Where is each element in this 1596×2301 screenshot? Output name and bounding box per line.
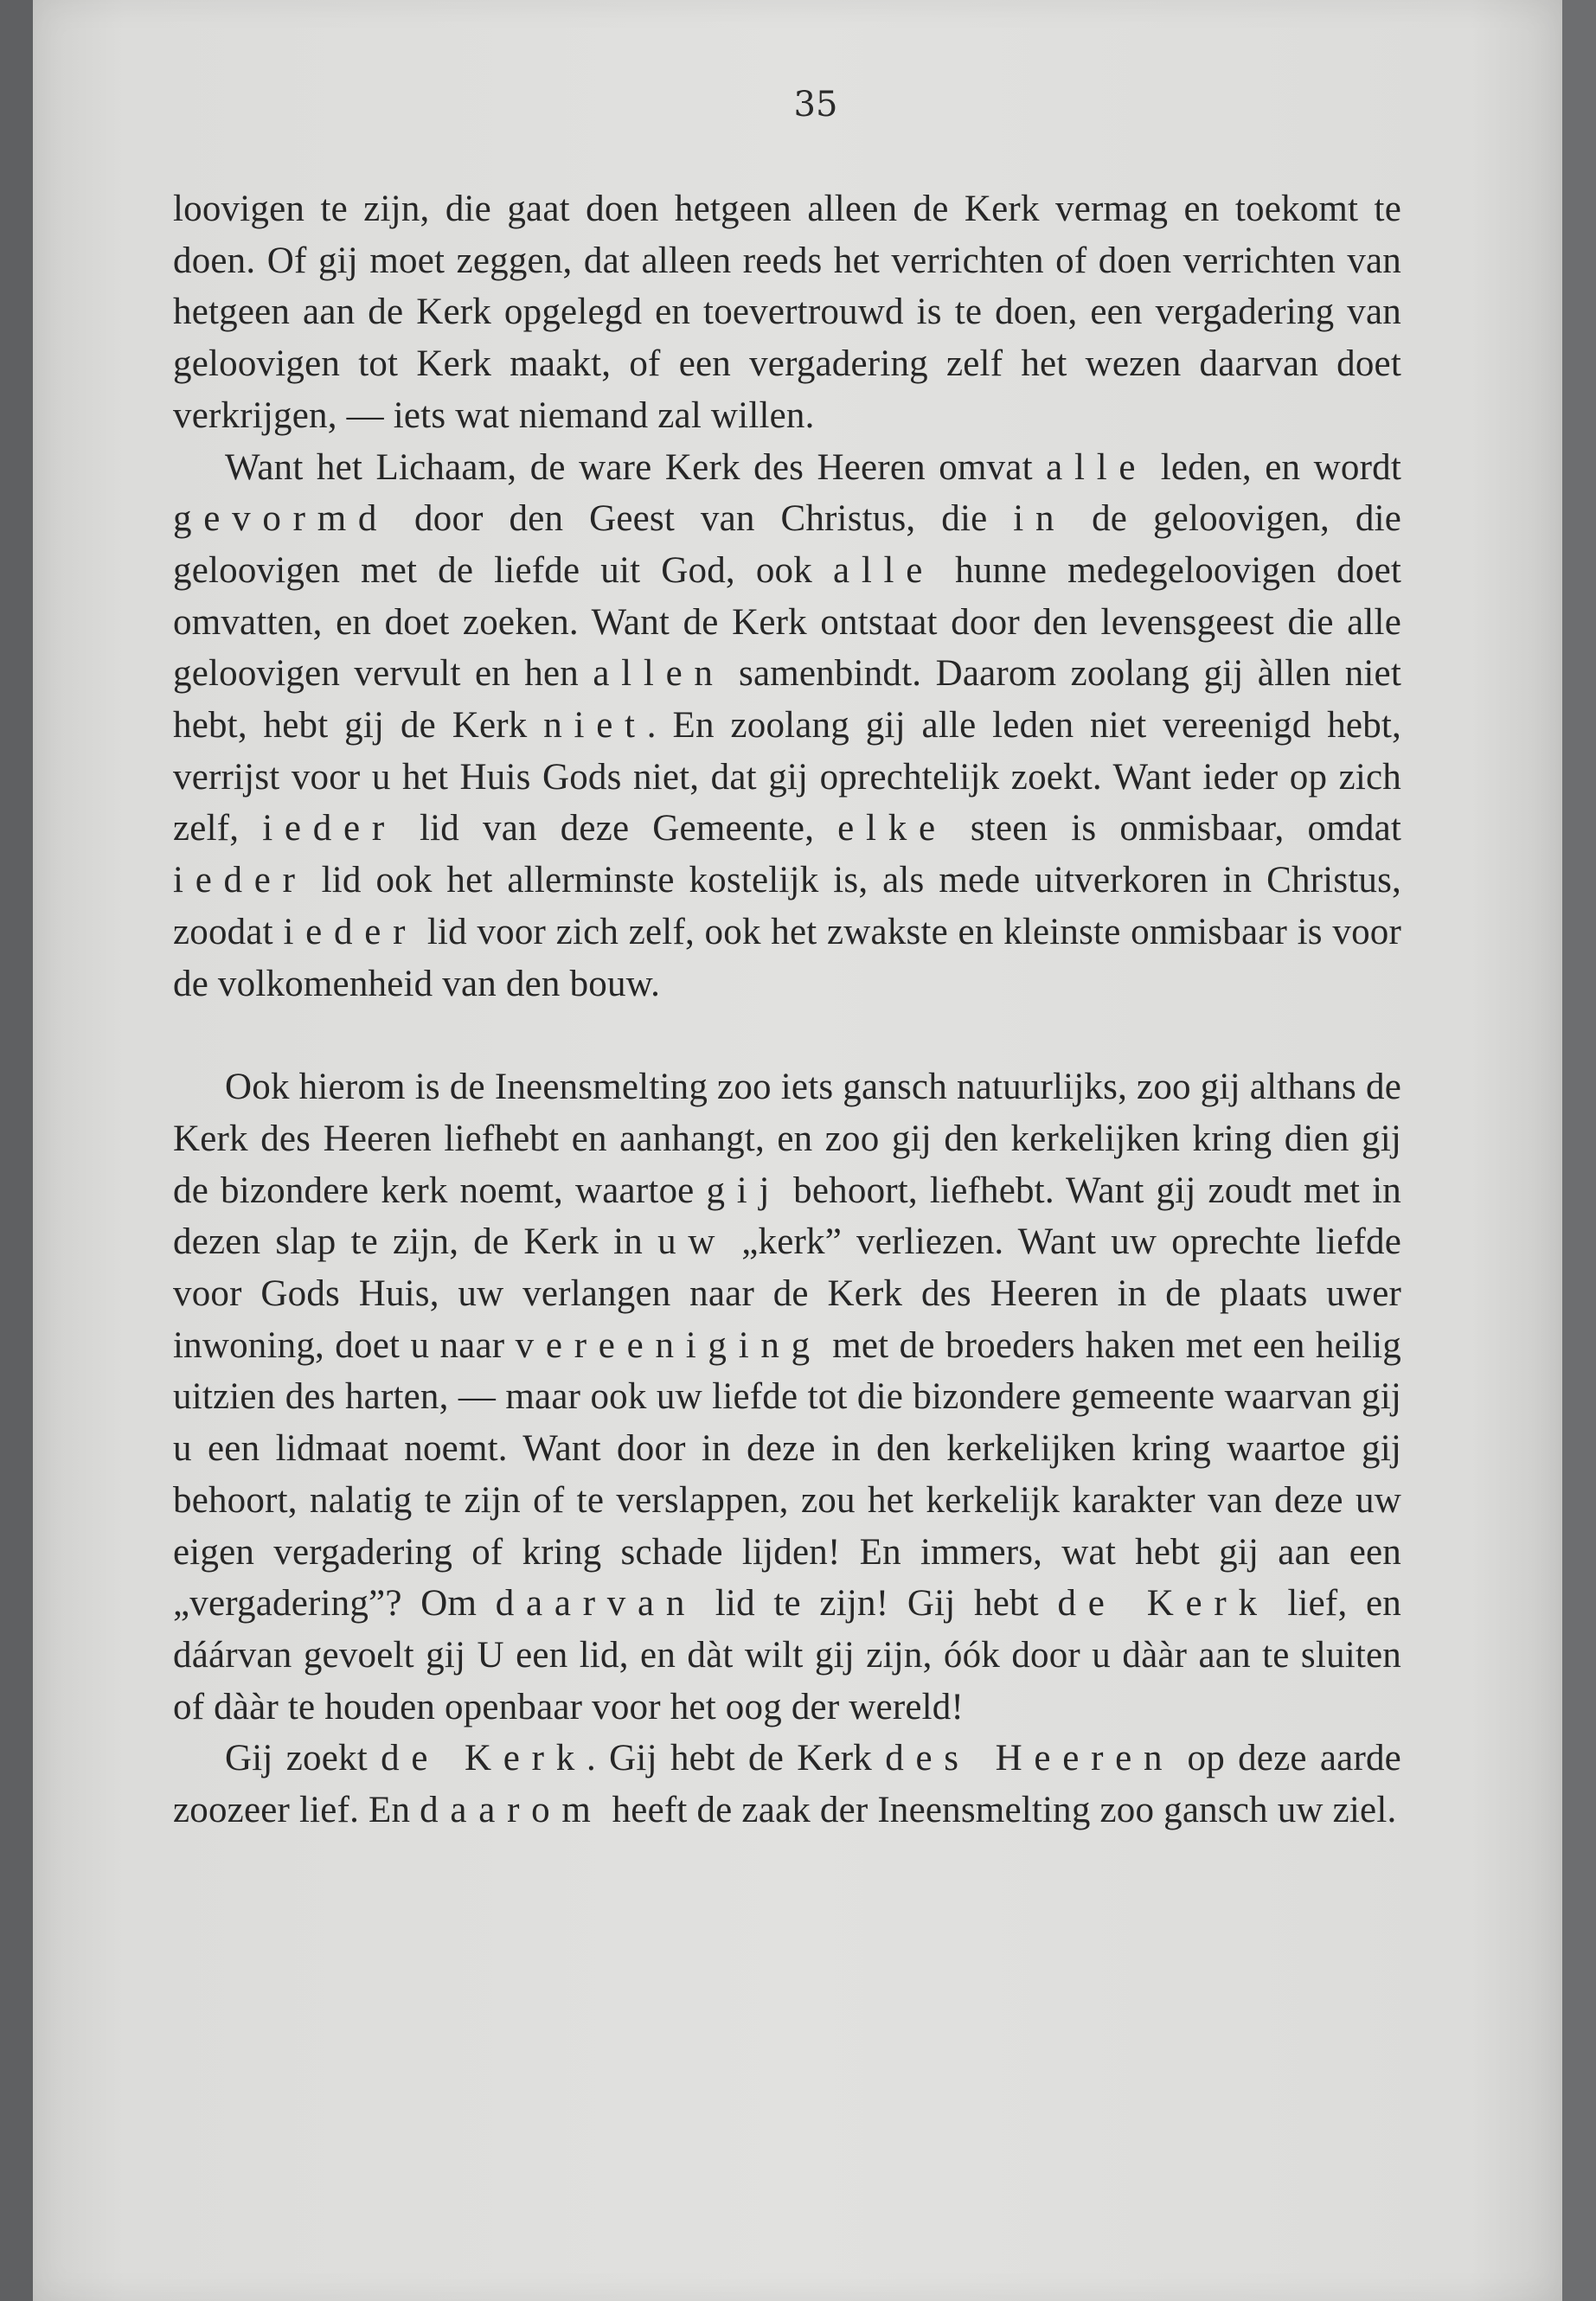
spaced-emphasis: de Kerk bbox=[381, 1738, 586, 1779]
text-segment: behoort, liefhebt. Want gij zoudt met in dezen slap te zijn, de Kerk in bbox=[173, 1170, 1401, 1263]
text-segment: lief, en dáárvan gevoelt gij U een lid, en dàt wilt gij zijn, óók door u dààr aan te sluiten of dààr te houden openbaar voor het oog der wereld! bbox=[173, 1583, 1401, 1727]
paragraph-closing bbox=[173, 1733, 1401, 1836]
scan-edge bbox=[1562, 0, 1596, 2301]
spaced-emphasis: niet bbox=[543, 705, 647, 747]
spaced-emphasis: daarom bbox=[420, 1790, 603, 1831]
paragraph-church-body bbox=[173, 442, 1401, 1010]
text-segment: samenbindt. Daarom zoolang gij àllen niet hebt, hebt gij de Kerk bbox=[173, 653, 1401, 747]
text-segment: . Gij hebt de Kerk bbox=[586, 1738, 886, 1779]
spaced-emphasis: ieder bbox=[262, 808, 396, 849]
spaced-emphasis: vereeniging bbox=[515, 1324, 822, 1366]
spaced-emphasis: elke bbox=[837, 808, 947, 849]
paragraph-ineensmelting bbox=[173, 1061, 1401, 1733]
spaced-emphasis: uw bbox=[657, 1221, 727, 1263]
text-segment: lid voor zich zelf, ook het zwakste en kleinste onmisbaar is voor de volkomenheid van den bouw. bbox=[173, 911, 1401, 1004]
text-segment: Want het Lichaam, de ware Kerk des Heeren omvat bbox=[225, 446, 1047, 488]
text-segment: lid ook het allerminste kostelijk is, als mede uitverkoren in Christus, zoodat bbox=[173, 860, 1401, 952]
paragraph-continuation bbox=[173, 183, 1401, 442]
text-segment: „kerk” verliezen. Want uw oprechte liefde voor Gods Huis, uw verlangen naar de Kerk des Heeren in de plaats uwer inwoning, doet u naar bbox=[173, 1221, 1401, 1366]
spaced-emphasis: allen bbox=[593, 653, 725, 695]
text-segment: door den Geest van Christus, die bbox=[388, 498, 1014, 540]
spaced-emphasis: gevormd bbox=[173, 498, 389, 540]
text-segment: hunne medegeloovigen doet omvatten, en doet zoeken. Want de Kerk ontstaat door den levensgeest die alle geloovigen vervult en hen bbox=[173, 549, 1402, 695]
spaced-emphasis: alle bbox=[1046, 446, 1148, 488]
text-segment: heeft de zaak der Ineensmelting zoo gansch uw ziel. bbox=[602, 1790, 1397, 1831]
spaced-emphasis: alle bbox=[832, 549, 935, 591]
text-segment: lid van deze Gemeente, bbox=[395, 808, 838, 849]
text-segment: loovigen te zijn, die gaat doen hetgeen alleen de Kerk vermag en toekomt te doen. Of gij moet zeggen, dat alleen reeds het verrichten of doen verrichten van hetgeen aan de Kerk opgelegd en toevertrouwd is te doen, een vergadering van geloovigen tot Kerk maakt, of een vergadering zelf het wezen daarvan doet verkrijgen, — iets wat niemand zal willen. bbox=[173, 189, 1401, 436]
text-segment: lid te zijn! Gij hebt bbox=[696, 1583, 1058, 1625]
spaced-emphasis: daarvan bbox=[495, 1583, 697, 1625]
spaced-emphasis: ieder bbox=[283, 911, 418, 952]
page-number: 35 bbox=[793, 85, 838, 125]
spaced-emphasis: ieder bbox=[173, 860, 307, 901]
text-segment: op deze aarde zoozeer lief. En bbox=[173, 1738, 1401, 1831]
text-segment: met de broeders haken met een heilig uitzien des harten, — maar ook uw liefde tot die bizondere gemeente waarvan gij u een lidmaat noemt. Want door in deze in den kerkelijken kring waartoe gij behoort, nalatig te zijn of te verslappen, zou het kerkelijk karakter van deze uw eigen vergadering of kring schade lijden! En immers, wat hebt gij aan een „vergadering”? Om bbox=[173, 1324, 1401, 1625]
text-segment: . En zoolang gij alle leden niet vereenigd hebt, verrijst voor u het Huis Gods niet, dat gij oprechtelijk zoekt. Want ieder op zich zelf, bbox=[173, 705, 1401, 849]
spaced-emphasis: in bbox=[1013, 498, 1067, 540]
spaced-emphasis: des Heeren bbox=[885, 1738, 1175, 1779]
body-text bbox=[173, 183, 1401, 1836]
text-segment: de geloovigen, die geloovigen met de liefde uit God, ook bbox=[173, 498, 1402, 591]
text-segment: leden, en wordt bbox=[1147, 446, 1401, 488]
text-segment: Ook hierom is de Ineensmelting zoo iets gansch natuurlijks, zoo gij althans de Kerk des Heeren liefhebt en aanhangt, en zoo gij den kerkelijken kring dien gij de bizondere kerk noemt, waartoe bbox=[173, 1067, 1401, 1211]
book-page bbox=[33, 0, 1562, 2301]
text-segment: Gij zoekt bbox=[225, 1738, 381, 1779]
spaced-emphasis: gij bbox=[706, 1170, 782, 1211]
text-segment: steen is onmisbaar, omdat bbox=[946, 808, 1402, 849]
spaced-emphasis: de Kerk bbox=[1057, 1583, 1269, 1625]
